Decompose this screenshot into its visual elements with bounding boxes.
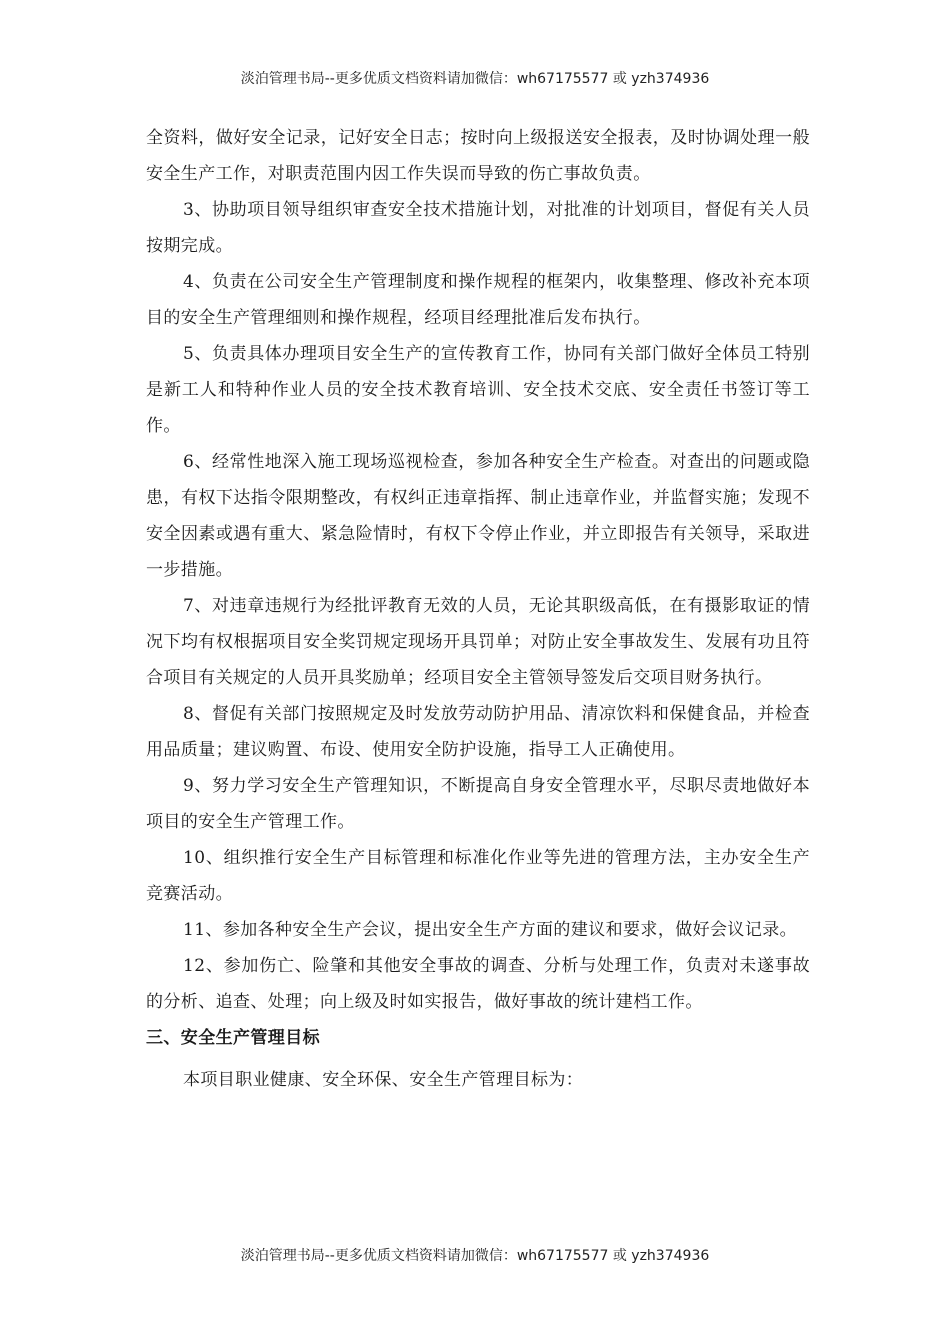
paragraph-item-12: 12、参加伤亡、险肇和其他安全事故的调查、分析与处理工作，负责对未遂事故的分析、追查、处理；向上级及时如实报告，做好事故的统计建档工作。 xyxy=(146,956,810,1012)
paragraph-item-3: 3、协助项目领导组织审查安全技术措施计划，对批准的计划项目，督促有关人员按期完成。 xyxy=(146,200,810,256)
paragraph-item-5: 5、负责具体办理项目安全生产的宣传教育工作，协同有关部门做好全体员工特别是新工人和特种作业人员的安全技术教育培训、安全技术交底、安全责任书签订等工作。 xyxy=(146,344,810,436)
section-intro: 本项目职业健康、安全环保、安全生产管理目标为： xyxy=(183,1070,584,1090)
paragraph-item-4: 4、负责在公司安全生产管理制度和操作规程的框架内，收集整理、修改补充本项目的安全生产管理细则和操作规程，经项目经理批准后发布执行。 xyxy=(146,272,810,328)
page-footer: 淡泊管理书局--更多优质文档资料请加微信：wh67175577 或 yzh374936 xyxy=(240,1248,710,1264)
section-heading: 三、安全生产管理目标 xyxy=(146,1028,320,1048)
paragraph-item-7: 7、对违章违规行为经批评教育无效的人员，无论其职级高低，在有摄影取证的情况下均有权根据项目安全奖罚规定现场开具罚单；对防止安全事故发生、发展有功且符合项目有关规定的人员开具奖励单；经项目安全主管领导签发后交项目财务执行。 xyxy=(146,596,810,688)
paragraph-item-11: 11、参加各种安全生产会议，提出安全生产方面的建议和要求，做好会议记录。 xyxy=(183,920,798,940)
paragraph-item-8: 8、督促有关部门按照规定及时发放劳动防护用品、清凉饮料和保健食品，并检查用品质量；建议购置、布设、使用安全防护设施，指导工人正确使用。 xyxy=(146,704,810,760)
paragraph-item-10: 10、组织推行安全生产目标管理和标准化作业等先进的管理方法，主办安全生产竞赛活动。 xyxy=(146,848,810,904)
page-header: 淡泊管理书局--更多优质文档资料请加微信：wh67175577 或 yzh374936 xyxy=(240,71,710,87)
document-body xyxy=(146,120,810,1098)
paragraph-item-9: 9、努力学习安全生产管理知识，不断提高自身安全管理水平，尽职尽责地做好本项目的安全生产管理工作。 xyxy=(146,776,810,832)
paragraph-continued: 全资料，做好安全记录，记好安全日志；按时向上级报送安全报表，及时协调处理一般安全生产工作，对职责范围内因工作失误而导致的伤亡事故负责。 xyxy=(146,128,810,184)
paragraph-item-6: 6、经常性地深入施工现场巡视检查，参加各种安全生产检查。对查出的问题或隐患，有权下达指令限期整改，有权纠正违章指挥、制止违章作业，并监督实施；发现不安全因素或遇有重大、紧急险情时，有权下令停止作业，并立即报告有关领导，采取进一步措施。 xyxy=(146,452,810,580)
